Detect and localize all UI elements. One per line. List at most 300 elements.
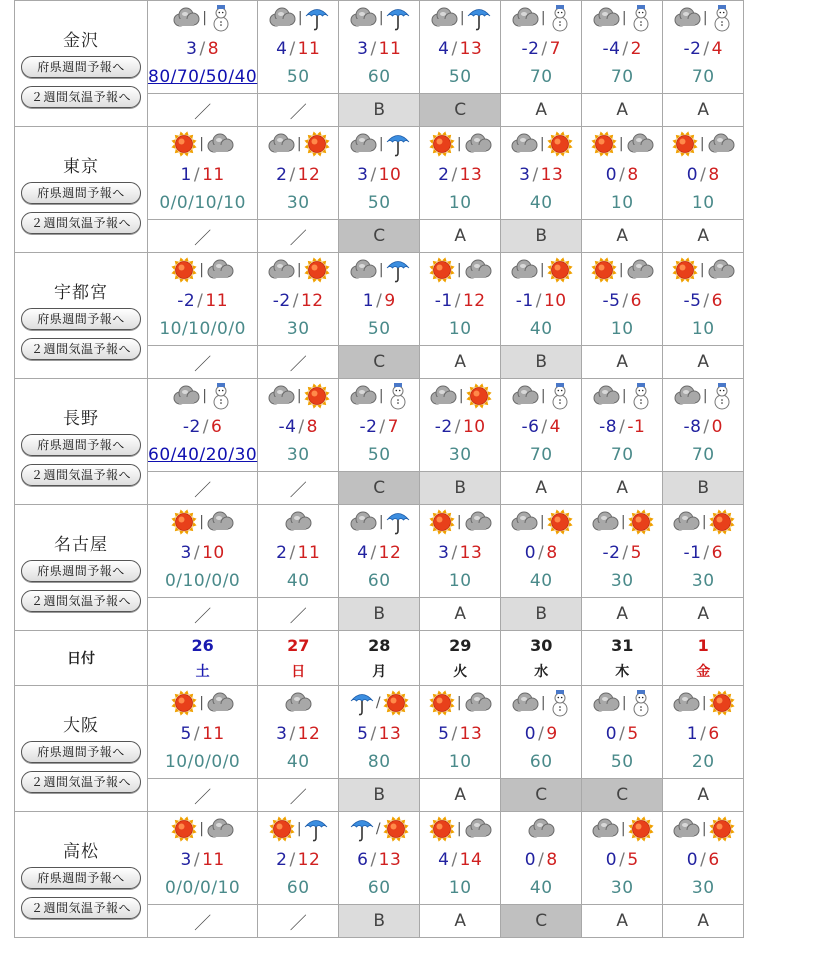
date-label: 日付 bbox=[15, 631, 148, 686]
date-cell bbox=[501, 631, 582, 686]
max-temp: 11 bbox=[378, 39, 402, 59]
weather-icons bbox=[339, 1, 419, 35]
pref-weekly-forecast-button[interactable]: 府県週間予報へ bbox=[21, 56, 141, 78]
temperature bbox=[663, 720, 743, 748]
reliability-cell: ／ bbox=[148, 472, 258, 505]
cloud-icon bbox=[205, 816, 235, 842]
max-temp: 10 bbox=[378, 165, 402, 185]
temp-separator: / bbox=[538, 724, 545, 744]
date-weekday: 日 bbox=[291, 663, 306, 680]
temp-separator: / bbox=[199, 39, 206, 59]
weather-icons bbox=[148, 1, 257, 35]
reliability-cell: A bbox=[420, 905, 501, 938]
city-cell bbox=[15, 505, 148, 631]
min-temp: -1 bbox=[434, 291, 453, 311]
reliability-cell: A bbox=[582, 905, 663, 938]
min-temp: 3 bbox=[357, 39, 369, 59]
reliability-cell: ／ bbox=[258, 94, 339, 127]
two-week-temp-forecast-button[interactable]: ２週間気温予報へ bbox=[21, 338, 141, 360]
temperature bbox=[663, 161, 743, 189]
weather-icons bbox=[501, 253, 581, 287]
icon-separator: | bbox=[202, 10, 207, 26]
temperature bbox=[420, 287, 500, 315]
two-week-temp-forecast-button[interactable]: ２週間気温予報へ bbox=[21, 212, 141, 234]
max-temp: 6 bbox=[711, 291, 723, 311]
temperature bbox=[420, 539, 500, 567]
min-temp: 3 bbox=[519, 165, 531, 185]
max-temp: 5 bbox=[627, 850, 639, 870]
temp-separator: / bbox=[532, 165, 539, 185]
temp-separator: / bbox=[619, 850, 626, 870]
temperature bbox=[148, 35, 257, 63]
city-name: 大阪 bbox=[63, 715, 99, 736]
weather-icons bbox=[663, 505, 743, 539]
icon-separator: / bbox=[375, 821, 381, 837]
max-temp: 10 bbox=[202, 543, 225, 563]
temp-separator: / bbox=[700, 165, 707, 185]
max-temp: 12 bbox=[297, 724, 321, 744]
reliability-cell: A bbox=[582, 598, 663, 631]
icon-separator: | bbox=[296, 821, 302, 837]
day-forecast-cell bbox=[148, 253, 258, 346]
reliability-cell: A bbox=[420, 598, 501, 631]
max-temp: 5 bbox=[630, 543, 642, 563]
icon-separator: | bbox=[378, 514, 384, 530]
reliability-cell: A bbox=[420, 779, 501, 812]
max-temp: 8 bbox=[627, 165, 639, 185]
cloud-icon bbox=[463, 257, 493, 283]
two-week-temp-forecast-button[interactable]: ２週間気温予報へ bbox=[21, 771, 141, 793]
precip-probability: 50 bbox=[367, 193, 391, 213]
rain-icon bbox=[385, 507, 411, 537]
icon-separator: | bbox=[378, 136, 384, 152]
icon-separator: | bbox=[202, 388, 207, 404]
reliability-cell: A bbox=[663, 598, 744, 631]
temp-separator: / bbox=[193, 543, 201, 563]
cloud-icon bbox=[625, 131, 655, 157]
min-temp: -4 bbox=[602, 39, 621, 59]
temperature bbox=[258, 413, 338, 441]
city-forecast-row bbox=[15, 379, 744, 472]
cloud-icon bbox=[509, 257, 539, 283]
precip-probability: 50 bbox=[286, 67, 310, 87]
day-forecast-cell bbox=[420, 127, 501, 220]
precip-probability[interactable]: 80/70/50/40 bbox=[148, 67, 258, 87]
icon-separator: | bbox=[456, 695, 462, 711]
max-temp: 11 bbox=[297, 39, 321, 59]
day-forecast-cell bbox=[339, 1, 420, 94]
temperature bbox=[148, 846, 257, 874]
precip-probability: 60 bbox=[367, 571, 391, 591]
cloud-icon bbox=[205, 257, 235, 283]
min-temp: 1 bbox=[180, 165, 192, 185]
temperature bbox=[663, 539, 743, 567]
city-cell bbox=[15, 686, 148, 812]
cloud-icon bbox=[625, 257, 655, 283]
min-temp: 5 bbox=[180, 724, 192, 744]
sun-icon bbox=[428, 815, 456, 843]
precip-probability: 70 bbox=[691, 67, 715, 87]
date-day: 30 bbox=[530, 635, 553, 655]
reliability-cell: B bbox=[420, 472, 501, 505]
precip-probability: 10/10/0/0 bbox=[159, 319, 246, 339]
min-temp: 3 bbox=[180, 543, 192, 563]
temperature bbox=[148, 720, 257, 748]
weather-icons bbox=[420, 812, 500, 846]
icon-separator: | bbox=[296, 136, 302, 152]
date-day: 26 bbox=[191, 635, 214, 655]
icon-separator: | bbox=[618, 136, 624, 152]
min-temp: 3 bbox=[276, 724, 288, 744]
snow-icon bbox=[709, 3, 735, 33]
precip-probability: 30 bbox=[286, 319, 310, 339]
weather-icons bbox=[663, 127, 743, 161]
reliability-cell: B bbox=[339, 94, 420, 127]
sun-icon bbox=[170, 508, 198, 536]
cloud-icon bbox=[283, 690, 313, 716]
day-forecast-cell bbox=[258, 127, 339, 220]
icon-separator: | bbox=[702, 10, 708, 26]
icon-separator: | bbox=[199, 262, 204, 278]
max-temp: 6 bbox=[211, 417, 223, 437]
precip-probability: 10 bbox=[691, 193, 715, 213]
min-temp: 6 bbox=[357, 850, 369, 870]
two-week-temp-forecast-button[interactable]: ２週間気温予報へ bbox=[21, 86, 141, 108]
temp-separator: / bbox=[619, 165, 626, 185]
max-temp: 8 bbox=[708, 165, 720, 185]
sun-icon bbox=[268, 815, 296, 843]
pref-weekly-forecast-button[interactable]: 府県週間予報へ bbox=[21, 867, 141, 889]
day-forecast-cell bbox=[501, 505, 582, 598]
max-temp: 4 bbox=[711, 39, 723, 59]
temp-separator: / bbox=[370, 850, 377, 870]
day-forecast-cell bbox=[258, 379, 339, 472]
min-temp: -1 bbox=[515, 291, 534, 311]
max-temp: 8 bbox=[207, 39, 220, 59]
precip-probability: 70 bbox=[529, 67, 553, 87]
temperature bbox=[582, 539, 662, 567]
precip-probability: 60 bbox=[367, 67, 391, 87]
day-forecast-cell bbox=[420, 686, 501, 779]
temp-separator: / bbox=[622, 291, 629, 311]
weather-icons bbox=[663, 686, 743, 720]
precip-probability: 10 bbox=[448, 752, 472, 772]
cloud-icon bbox=[348, 131, 378, 157]
min-temp: 0 bbox=[686, 165, 699, 185]
precip-probability: 50 bbox=[448, 67, 472, 87]
temp-separator: / bbox=[193, 850, 201, 870]
reliability-cell: A bbox=[663, 94, 744, 127]
max-temp: 13 bbox=[378, 850, 402, 870]
city-name: 名古屋 bbox=[54, 534, 108, 555]
weather-icons bbox=[339, 505, 419, 539]
min-temp: 0 bbox=[524, 543, 537, 563]
pref-weekly-forecast-button[interactable]: 府県週間予報へ bbox=[21, 434, 141, 456]
min-temp: -2 bbox=[359, 417, 378, 437]
temperature bbox=[501, 720, 581, 748]
weather-icons bbox=[148, 505, 257, 539]
city-forecast-row bbox=[15, 127, 744, 220]
temperature bbox=[148, 539, 257, 567]
precip-probability: 30 bbox=[610, 571, 634, 591]
temperature bbox=[663, 846, 743, 874]
cloud-icon bbox=[671, 509, 701, 535]
day-forecast-cell bbox=[339, 812, 420, 905]
precip-probability: 60 bbox=[367, 878, 391, 898]
day-forecast-cell bbox=[339, 379, 420, 472]
sun-icon bbox=[708, 815, 736, 843]
day-forecast-cell bbox=[148, 505, 258, 598]
temp-separator: / bbox=[619, 724, 626, 744]
sun-icon bbox=[671, 130, 699, 158]
weather-icons bbox=[258, 253, 338, 287]
rain-icon bbox=[385, 129, 411, 159]
icon-separator: | bbox=[699, 262, 705, 278]
city-forecast-row bbox=[15, 1, 744, 94]
icon-separator: | bbox=[199, 695, 204, 711]
max-temp: 11 bbox=[297, 543, 321, 563]
reliability-cell: ／ bbox=[148, 779, 258, 812]
temperature bbox=[258, 720, 338, 748]
precip-probability: 30 bbox=[610, 878, 634, 898]
two-week-temp-forecast-button[interactable]: ２週間気温予報へ bbox=[21, 590, 141, 612]
cloud-icon bbox=[171, 5, 201, 31]
weather-icons bbox=[420, 379, 500, 413]
cloud-icon bbox=[348, 509, 378, 535]
min-temp: -5 bbox=[602, 291, 621, 311]
min-temp: -6 bbox=[521, 417, 540, 437]
reliability-cell: ／ bbox=[148, 220, 258, 253]
reliability-cell: ／ bbox=[258, 598, 339, 631]
sun-icon bbox=[170, 130, 198, 158]
min-temp: -8 bbox=[599, 417, 618, 437]
cloud-icon bbox=[672, 5, 702, 31]
icon-separator: | bbox=[458, 388, 464, 404]
reliability-cell: A bbox=[582, 220, 663, 253]
max-temp: 8 bbox=[546, 850, 558, 870]
cloud-icon bbox=[463, 131, 493, 157]
max-temp: 9 bbox=[384, 291, 396, 311]
min-temp: 4 bbox=[438, 39, 450, 59]
max-temp: 6 bbox=[708, 724, 720, 744]
sun-icon bbox=[671, 256, 699, 284]
icon-separator: | bbox=[540, 695, 546, 711]
sun-icon bbox=[546, 130, 574, 158]
weather-icons bbox=[420, 127, 500, 161]
city-name: 高松 bbox=[63, 841, 99, 862]
temp-separator: / bbox=[619, 417, 626, 437]
city-cell bbox=[15, 127, 148, 253]
pref-weekly-forecast-button[interactable]: 府県週間予報へ bbox=[21, 308, 141, 330]
temperature bbox=[339, 846, 419, 874]
day-forecast-cell bbox=[339, 505, 420, 598]
icon-separator: | bbox=[378, 388, 384, 404]
max-temp: 4 bbox=[549, 417, 561, 437]
cloud-icon bbox=[510, 383, 540, 409]
max-temp: 14 bbox=[459, 850, 483, 870]
weather-icons bbox=[501, 127, 581, 161]
temp-separator: / bbox=[379, 417, 386, 437]
weather-icons bbox=[148, 812, 257, 846]
precip-probability: 10/0/0/0 bbox=[164, 752, 241, 772]
reliability-cell: A bbox=[663, 779, 744, 812]
precip-probability: 10 bbox=[610, 193, 634, 213]
day-forecast-cell bbox=[501, 686, 582, 779]
reliability-cell: A bbox=[663, 905, 744, 938]
precip-probability: 40 bbox=[529, 878, 553, 898]
snow-icon bbox=[628, 688, 654, 718]
precip-probability: 10 bbox=[448, 878, 472, 898]
date-day: 28 bbox=[368, 635, 391, 655]
day-forecast-cell bbox=[663, 812, 744, 905]
temperature bbox=[582, 720, 662, 748]
icon-separator: | bbox=[539, 262, 545, 278]
cloud-icon bbox=[706, 257, 736, 283]
temperature bbox=[148, 287, 257, 315]
sun-icon bbox=[627, 508, 655, 536]
rain-icon bbox=[303, 814, 329, 844]
precip-probability: 70 bbox=[610, 445, 634, 465]
day-forecast-cell bbox=[420, 812, 501, 905]
weather-icons bbox=[420, 1, 500, 35]
weather-icons bbox=[339, 686, 419, 720]
pref-weekly-forecast-button[interactable]: 府県週間予報へ bbox=[21, 560, 141, 582]
min-temp: -2 bbox=[272, 291, 291, 311]
reliability-cell: A bbox=[582, 346, 663, 379]
reliability-cell: ／ bbox=[148, 94, 258, 127]
precip-probability: 30 bbox=[286, 445, 310, 465]
min-temp: 4 bbox=[438, 850, 450, 870]
day-forecast-cell bbox=[663, 379, 744, 472]
city-forecast-row bbox=[15, 253, 744, 346]
precip-probability: 10 bbox=[691, 319, 715, 339]
weather-icons bbox=[501, 812, 581, 846]
reliability-cell: B bbox=[339, 779, 420, 812]
reliability-cell: C bbox=[339, 220, 420, 253]
sun-icon bbox=[546, 508, 574, 536]
precip-probability: 40 bbox=[286, 571, 310, 591]
temp-separator: / bbox=[370, 724, 377, 744]
date-weekday: 火 bbox=[453, 663, 468, 680]
reliability-cell: A bbox=[420, 220, 501, 253]
reliability-cell: A bbox=[663, 220, 744, 253]
max-temp: 11 bbox=[202, 724, 225, 744]
weather-icons bbox=[501, 1, 581, 35]
weather-icons bbox=[663, 253, 743, 287]
temperature bbox=[258, 287, 338, 315]
temperature bbox=[420, 161, 500, 189]
temperature bbox=[339, 161, 419, 189]
weather-icons bbox=[339, 253, 419, 287]
cloud-icon bbox=[671, 816, 701, 842]
day-forecast-cell bbox=[663, 253, 744, 346]
min-temp: -2 bbox=[521, 39, 540, 59]
temp-separator: / bbox=[289, 543, 296, 563]
min-temp: 1 bbox=[686, 724, 699, 744]
min-temp: 5 bbox=[357, 724, 369, 744]
max-temp: 7 bbox=[387, 417, 399, 437]
min-temp: 0 bbox=[524, 850, 537, 870]
rain-icon bbox=[349, 688, 375, 718]
icon-separator: | bbox=[296, 388, 302, 404]
min-temp: 2 bbox=[276, 543, 288, 563]
day-forecast-cell bbox=[663, 127, 744, 220]
rain-icon bbox=[304, 3, 330, 33]
temp-separator: / bbox=[370, 543, 377, 563]
cloud-icon bbox=[348, 383, 378, 409]
sun-icon bbox=[170, 815, 198, 843]
cloud-icon bbox=[205, 131, 235, 157]
min-temp: 4 bbox=[357, 543, 369, 563]
weather-icons bbox=[339, 379, 419, 413]
date-cell bbox=[258, 631, 339, 686]
temperature bbox=[582, 35, 662, 63]
icon-separator: | bbox=[621, 695, 627, 711]
max-temp: 11 bbox=[202, 850, 225, 870]
min-temp: 3 bbox=[357, 165, 369, 185]
date-day: 31 bbox=[611, 635, 634, 655]
day-forecast-cell bbox=[339, 253, 420, 346]
sun-icon bbox=[428, 689, 456, 717]
icon-separator: | bbox=[539, 514, 545, 530]
sun-icon bbox=[170, 256, 198, 284]
temperature bbox=[258, 846, 338, 874]
reliability-cell: B bbox=[501, 220, 582, 253]
temperature bbox=[582, 287, 662, 315]
min-temp: 3 bbox=[180, 850, 192, 870]
min-temp: 0 bbox=[686, 850, 699, 870]
sun-icon bbox=[590, 256, 618, 284]
icon-separator: | bbox=[701, 821, 707, 837]
two-week-temp-forecast-button[interactable]: ２週間気温予報へ bbox=[21, 897, 141, 919]
min-temp: 2 bbox=[276, 165, 288, 185]
cloud-icon bbox=[706, 131, 736, 157]
icon-separator: | bbox=[296, 262, 302, 278]
day-forecast-cell bbox=[582, 812, 663, 905]
precip-probability: 60 bbox=[529, 752, 553, 772]
day-forecast-cell bbox=[258, 505, 339, 598]
pref-weekly-forecast-button[interactable]: 府県週間予報へ bbox=[21, 741, 141, 763]
min-temp: -2 bbox=[434, 417, 453, 437]
temperature bbox=[582, 846, 662, 874]
max-temp: 7 bbox=[549, 39, 561, 59]
max-temp: 8 bbox=[546, 543, 558, 563]
day-forecast-cell bbox=[258, 812, 339, 905]
weather-icons bbox=[582, 686, 662, 720]
precip-probability[interactable]: 60/40/20/30 bbox=[148, 445, 258, 465]
day-forecast-cell bbox=[420, 379, 501, 472]
temperature bbox=[339, 35, 419, 63]
day-forecast-cell bbox=[148, 812, 258, 905]
icon-separator: | bbox=[701, 514, 707, 530]
pref-weekly-forecast-button[interactable]: 府県週間予報へ bbox=[21, 182, 141, 204]
cloud-icon bbox=[171, 383, 201, 409]
temperature bbox=[501, 161, 581, 189]
cloud-icon bbox=[266, 257, 296, 283]
temp-separator: / bbox=[451, 850, 458, 870]
date-row bbox=[15, 631, 744, 686]
city-name: 宇都宮 bbox=[54, 282, 108, 303]
date-weekday: 木 bbox=[615, 663, 630, 680]
max-temp: 12 bbox=[378, 543, 402, 563]
reliability-cell: ／ bbox=[258, 346, 339, 379]
cloud-icon bbox=[509, 131, 539, 157]
max-temp: 10 bbox=[462, 417, 486, 437]
weather-icons bbox=[582, 505, 662, 539]
two-week-temp-forecast-button[interactable]: ２週間気温予報へ bbox=[21, 464, 141, 486]
date-day: 29 bbox=[449, 635, 472, 655]
snow-icon bbox=[547, 688, 573, 718]
